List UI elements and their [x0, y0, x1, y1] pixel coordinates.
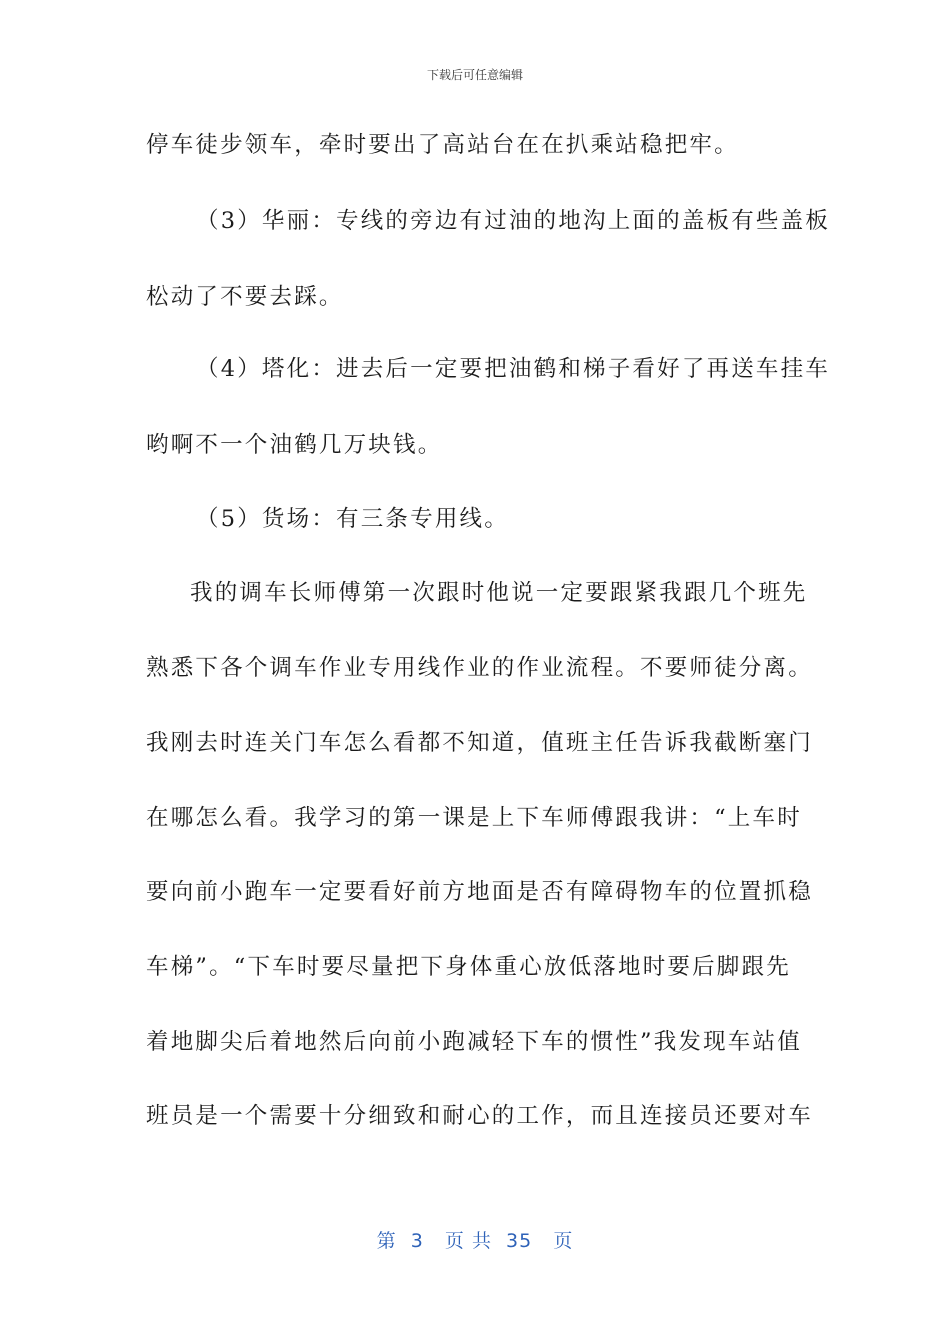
text-line: 熟悉下各个调车作业专用线作业的作业流程。不要师徒分离。 [146, 655, 813, 681]
text-line: 松动了不要去踩。 [146, 284, 344, 310]
text-line: 我刚去时连关门车怎么看都不知道，值班主任告诉我截断塞门 [146, 730, 813, 756]
page-number-footer: 第 3 页 共 35 页 [376, 1230, 574, 1252]
text-line: 哟啊不一个油鹤几万块钱。 [146, 432, 443, 458]
text-line: 班员是一个需要十分细致和耐心的工作，而且连接员还要对车 [146, 1103, 813, 1129]
text-line: （5）货场：有三条专用线。 [196, 506, 509, 532]
text-line: （3）华丽：专线的旁边有过油的地沟上面的盖板有些盖板 [196, 208, 831, 234]
text-line: 车梯”。“下车时要尽量把下身体重心放低落地时要后脚跟先 [146, 954, 791, 980]
text-line: （4）塔化：进去后一定要把油鹤和梯子看好了再送车挂车 [196, 356, 831, 382]
text-line: 停车徒步领车，牵时要出了高站台在在扒乘站稳把牢。 [146, 132, 739, 158]
text-line: 要向前小跑车一定要看好前方地面是否有障碍物车的位置抓稳 [146, 879, 813, 905]
text-line: 我的调车长师傅第一次跟时他说一定要跟紧我跟几个班先 [190, 580, 808, 606]
text-line: 着地脚尖后着地然后向前小跑减轻下车的惯性”我发现车站值 [146, 1029, 802, 1055]
page-header: 下载后可任意编辑 [426, 68, 523, 82]
text-line: 在哪怎么看。我学习的第一课是上下车师傅跟我讲：“上车时 [146, 805, 802, 831]
